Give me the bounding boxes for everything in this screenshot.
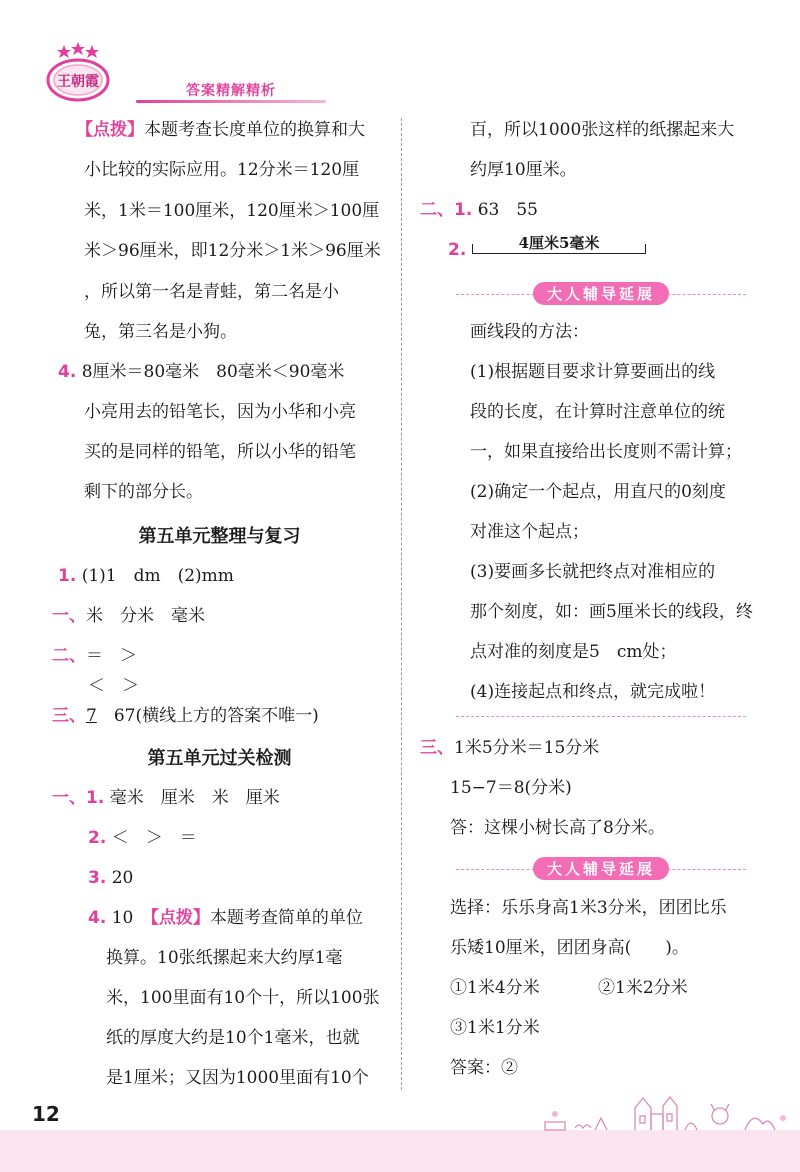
- svg-text:王朝霞: 王朝霞: [57, 74, 99, 90]
- extension-label: 大人辅导延展: [533, 282, 669, 305]
- method-line-6: (3)要画多长就把终点对准相应的: [470, 562, 716, 582]
- page-number: 12: [32, 1102, 60, 1126]
- footer-band: [0, 1130, 800, 1172]
- review-san: 三、7 67(横线上方的答案不唯一): [52, 706, 319, 726]
- method-line-4: (2)确定一个起点，用直尺的0刻度: [470, 482, 726, 502]
- column-divider: [401, 118, 402, 1090]
- tip-line-5: ，所以第一名是青蛙，第二名是小: [84, 282, 339, 302]
- choice-option-3: ③1米1分米: [450, 1018, 540, 1038]
- tip-label: 【点拨】: [76, 120, 144, 140]
- test-4-line-5: 是1厘米；又因为1000里面有10个: [106, 1068, 369, 1088]
- page-header: [40, 40, 420, 110]
- choice-option-2: ②1米2分米: [598, 978, 688, 998]
- header-underline: [136, 100, 326, 103]
- method-line-2: 段的长度，在计算时注意单位的统: [470, 402, 725, 422]
- test-1: 一、1. 毫米 厘米 米 厘米: [52, 788, 280, 808]
- san-line-3: 答：这棵小树长高了8分米。: [450, 818, 665, 838]
- er-1: 二、1. 63 55: [420, 200, 538, 220]
- test-3: 3. 20: [88, 868, 134, 888]
- line-segment-4cm5mm: [472, 230, 646, 258]
- method-line-7: 那个刻度，如：画5厘米长的线段，终: [470, 602, 753, 622]
- review-er: 二、＝ ＞: [52, 646, 137, 666]
- method-line-1: (1)根据题目要求计算要画出的线: [470, 362, 716, 382]
- publisher-logo: [40, 42, 130, 106]
- unit5-test-title: 第五单元过关检测: [147, 748, 292, 769]
- extension-label-2: 大人辅导延展: [533, 857, 669, 880]
- segment-label: 4厘米5毫米: [518, 234, 600, 252]
- choice-line-2: 乐矮10厘米，团团身高( )。: [450, 938, 689, 958]
- cont-line-2: 约厚10厘米。: [470, 160, 577, 180]
- tip-line-6: 兔，第三名是小狗。: [84, 322, 237, 342]
- test-4-line-4: 纸的厚度大约是10个1毫米，也就: [106, 1028, 360, 1048]
- tip-line-3: 米，1米＝100厘米，120厘米＞100厘: [84, 201, 380, 221]
- method-line-8: 点对准的刻度是5 cm处；: [470, 642, 677, 662]
- extension-banner-1: [456, 282, 746, 306]
- tip-line-4: 米＞96厘米，即12分米＞1米＞96厘米: [84, 241, 381, 261]
- tip-line-2: 小比较的实际应用。12分米＝120厘: [84, 160, 360, 180]
- castle-decoration-icon: [535, 1088, 800, 1134]
- er-2: 2.: [448, 240, 467, 260]
- tip-line-1: 【点拨】本题考查长度单位的换算和大: [76, 120, 365, 140]
- q4-number: 4.: [58, 362, 77, 382]
- method-line-9: (4)连接起点和终点，就完成啦！: [470, 682, 716, 702]
- q4-line-2: 小亮用去的铅笔长，因为小华和小亮: [84, 402, 356, 422]
- extension-end-line: [456, 716, 746, 717]
- choice-answer: 答案：②: [450, 1058, 518, 1078]
- q4-line-4: 剩下的部分长。: [84, 482, 203, 502]
- header-title: 答案精解精析: [186, 83, 276, 99]
- review-yi: 一、米 分米 毫米: [52, 606, 205, 626]
- extension-banner-2: [456, 857, 746, 881]
- choice-line-1: 选择：乐乐身高1米3分米，团团比乐: [450, 898, 727, 918]
- review-er-line-2: ＜ ＞: [88, 676, 139, 696]
- method-line-5: 对准这个起点；: [470, 522, 589, 542]
- san-answer: 7: [86, 706, 97, 726]
- method-title: 画线段的方法：: [470, 322, 589, 342]
- question-4: 4. 8厘米＝80毫米 80毫米＜90毫米: [58, 362, 345, 382]
- review-1: 1. (1)1 dm (2)mm: [58, 566, 234, 586]
- test-4-line-3: 米，100里面有10个十，所以100张: [106, 988, 380, 1008]
- test-2: 2. ＜ ＞ ＝: [88, 828, 197, 848]
- cont-line-1: 百，所以1000张这样的纸摞起来大: [470, 120, 735, 140]
- test-4-line-2: 换算。10张纸摞起来大约厚1毫: [106, 948, 343, 968]
- test-4: 4. 10 【点拨】本题考查简单的单位: [88, 908, 363, 928]
- san-line-2: 15−7＝8(分米): [450, 778, 572, 798]
- q4-line-3: 买的是同样的铅笔，所以小华的铅笔: [84, 442, 356, 462]
- san-line-1: 三、1米5分米＝15分米: [420, 738, 600, 758]
- unit5-review-title: 第五单元整理与复习: [138, 526, 301, 547]
- choice-option-1: ①1米4分米: [450, 978, 540, 998]
- method-line-3: 一，如果直接给出长度则不需计算；: [470, 442, 742, 462]
